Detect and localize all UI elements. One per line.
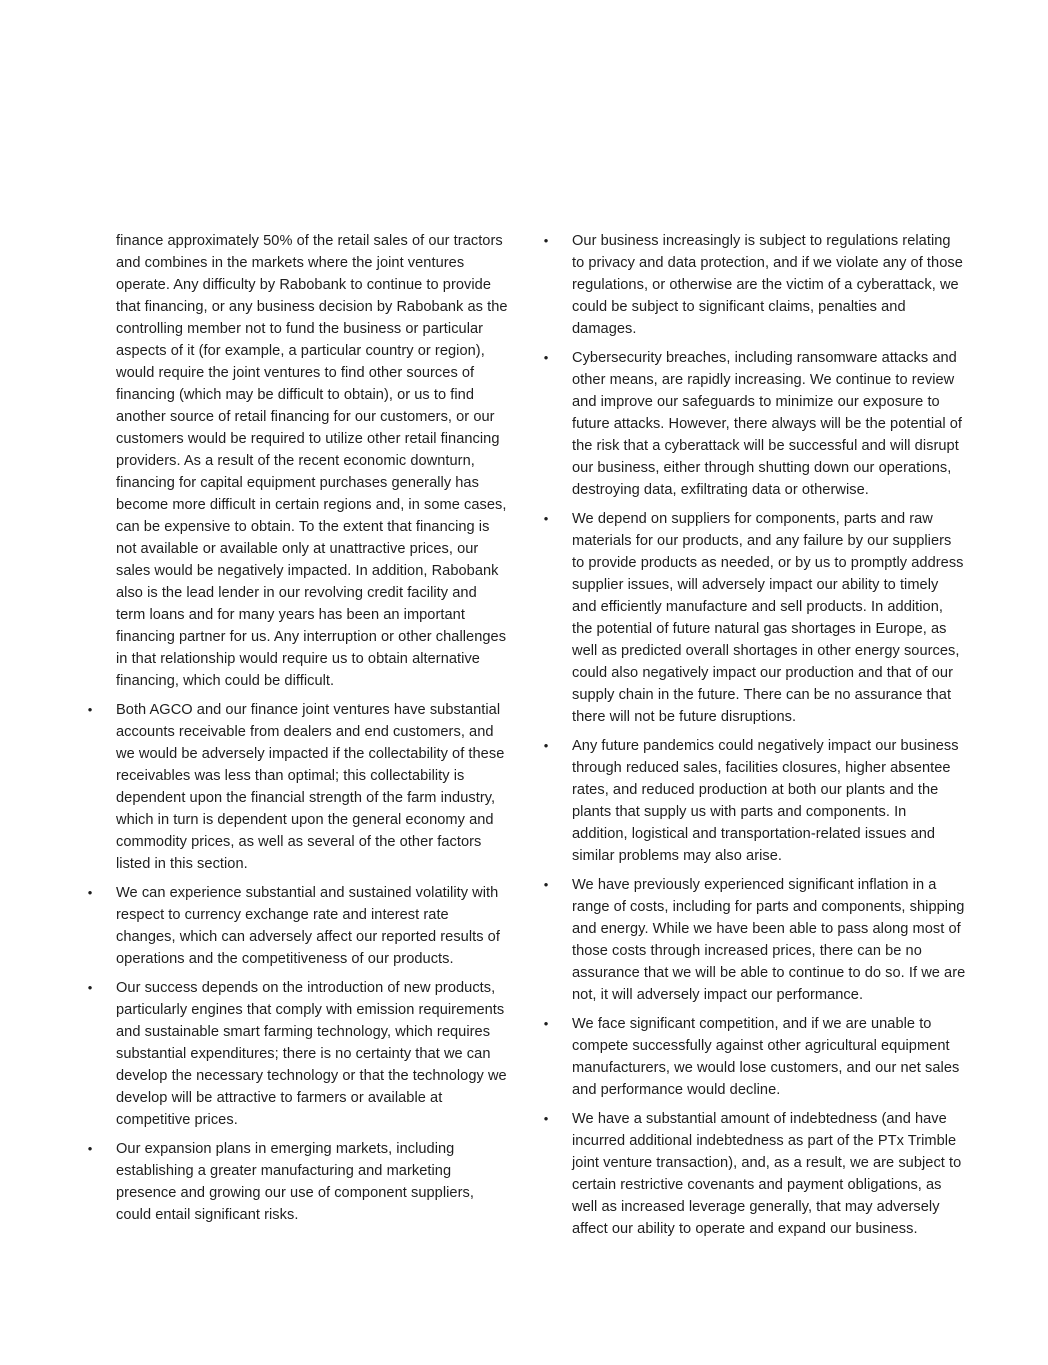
list-item [87,882,510,970]
continuation-paragraph: finance approximately 50% of the retail sales of our tractors and combines in the markets where the joint ventures operate. Any difficulty by Rabobank to continue to provide that financing, or any business decision by Rabobank as the controlling member not to fund the business or particular aspects of it (for example, a particular country or region), would require the joint ventures to find other sources of financing (which may be difficult to obtain), or us to find another source of retail financing for our customers, or our customers would be required to utilize other retail financing providers. As a result of the recent economic downturn, financing for capital equipment purchases generally has become more difficult in certain regions and, in some cases, can be expensive to obtain. To the extent that financing is not available or available only at unattractive prices, our sales would be negatively impacted. In addition, Rabobank also is the lead lender in our revolving credit facility and term loans and for many years has been an important financing partner for us. Any interruption or other challenges in that relationship would require us to obtain alternative financing, which could be difficult. [116,233,508,689]
list-item-text: Cybersecurity breaches, including ransomware attacks and other means, are rapidly increasing. We continue to review and improve our safeguards to minimize our exposure to future attacks. However, there always will be the potential of the risk that a cyberattack will be successful and will disrupt our business, either through shutting down our operations, destroying data, exfiltrating data or otherwise. [572,350,963,498]
list-item-text: Any future pandemics could negatively impact our business through reduced sales, facilities closures, higher absentee rates, and reduced production at both our plants and the plants that supply us with parts and components. In addition, logistical and transportation-related issues and similar problems may also arise. [572,738,959,864]
list-item [87,1138,510,1226]
list-item-text: We can experience substantial and sustained volatility with respect to currency exchange rate and interest rate changes, which can adversely affect our reported results of operations and the competitiveness of our products. [116,885,500,967]
list-item [543,347,966,501]
bullet-icon: • [87,885,93,900]
list-item [87,699,510,875]
bullet-icon: • [87,702,93,717]
bullet-icon: • [543,233,549,248]
bullet-icon: • [543,1111,549,1126]
bullet-icon: • [543,511,549,526]
list-item-text: Our success depends on the introduction of new products, particularly engines that comply with emission requirements and sustainable smart farming technology, which requires substantial expenditures; there is no certainty that we can develop the necessary technology or that the technology we develop will be attractive to farmers or available at competitive prices. [116,980,507,1128]
bullet-icon: • [543,877,549,892]
list-item [543,735,966,867]
list-item-text: Our expansion plans in emerging markets, including establishing a greater manufacturing and marketing presence and growing our use of component suppliers, could entail significant risks. [116,1141,474,1223]
list-item-text: Our business increasingly is subject to regulations relating to privacy and data protection, and if we violate any of those regulations, or otherwise are the victim of a cyberattack, we could be subject to significant claims, penalties and damages. [572,233,963,337]
list-item [87,977,510,1131]
list-item [543,1108,966,1240]
list-item [543,1013,966,1101]
list-item-text: We have previously experienced significant inflation in a range of costs, including for parts and components, shipping and energy. While we have been able to pass along most of those costs through increased prices, there can be no assurance that we will be able to continue to do so. If we are not, it will adversely impact our performance. [572,877,966,1003]
bullet-icon: • [543,738,549,753]
list-item [543,508,966,728]
list-item-text: Both AGCO and our finance joint ventures have substantial accounts receivable from dealers and end customers, and we would be adversely impacted if the collectability of these receivables was less than optimal; this collectability is dependent upon the financial strength of the farm industry, which in turn is dependent upon the general economy and commodity prices, as well as several of the other factors listed in this section. [116,702,505,872]
list-item [543,874,966,1006]
left-column [87,230,510,1233]
list-item-text: We depend on suppliers for components, parts and raw materials for our products, and any failure by our suppliers to provide products as needed, or by us to promptly address supplier issues, will adversely impact our ability to timely and efficiently manufacture and sell products. In addition, the potential of future natural gas shortages in Europe, as well as predicted overall shortages in other energy sources, could also negatively impact our production and that of our supply chain in the future. There can be no assurance that there will not be future disruptions. [572,511,964,725]
list-item-text: We face significant competition, and if we are unable to compete successfully against other agricultural equipment manufacturers, we would lose customers, and our net sales and performance would decline. [572,1016,960,1098]
bullet-icon: • [543,350,549,365]
list-item-text: We have a substantial amount of indebtedness (and have incurred additional indebtedness as part of the PTx Trimble joint venture transaction), and, as a result, we are subject to certain restrictive covenants and payment obligations, as well as increased leverage generally, that may adversely affect our ability to operate and expand our business. [572,1111,962,1237]
bullet-icon: • [543,1016,549,1031]
bullet-icon: • [87,1141,93,1156]
list-item [543,230,966,340]
bullet-icon: • [87,980,93,995]
right-column [543,230,966,1247]
